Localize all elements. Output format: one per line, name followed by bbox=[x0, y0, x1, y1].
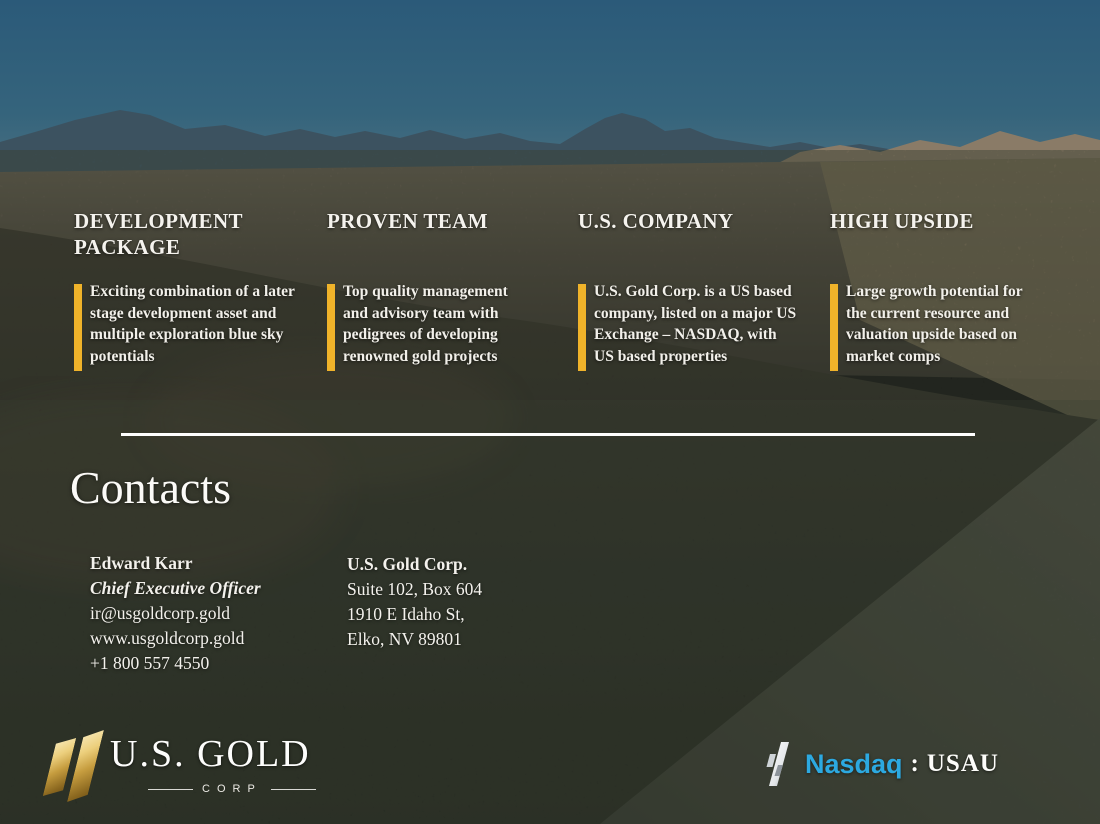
us-gold-wordmark: U.S. GOLD bbox=[110, 733, 311, 775]
us-gold-logo bbox=[46, 730, 346, 810]
nasdaq-wordmark: Nasdaq bbox=[805, 748, 903, 779]
company-address-line3: Elko, NV 89801 bbox=[347, 629, 462, 649]
highlight-column-proven-team bbox=[327, 208, 527, 418]
column-body-text: U.S. Gold Corp. is a US based company, listed on a major US Exchange – NASDAQ, with US based properties bbox=[594, 283, 797, 365]
highlight-column-high-upside bbox=[830, 208, 1044, 418]
column-body bbox=[830, 281, 1044, 367]
highlight-column-development-package bbox=[74, 208, 296, 418]
contact-person-block bbox=[90, 551, 261, 676]
company-address-line2: 1910 E Idaho St, bbox=[347, 604, 465, 624]
contact-email: ir@usgoldcorp.gold bbox=[90, 603, 231, 623]
corp-subtext-row bbox=[148, 783, 316, 795]
column-body bbox=[74, 281, 296, 367]
company-address-line1: Suite 102, Box 604 bbox=[347, 579, 483, 599]
column-title: PROVEN TEAM bbox=[327, 209, 488, 233]
highlight-column-us-company bbox=[578, 208, 800, 418]
company-name: U.S. Gold Corp. bbox=[347, 554, 468, 574]
nasdaq-icon bbox=[765, 741, 797, 787]
contacts-heading: Contacts bbox=[70, 462, 231, 513]
us-gold-logo-mark-icon bbox=[46, 730, 108, 804]
column-body-text: Top quality management and advisory team with pedigrees of developing renowned gold projects bbox=[343, 283, 508, 365]
corp-subtext: CORP bbox=[202, 783, 262, 795]
ticker-symbol: USAU bbox=[926, 750, 999, 777]
contact-website: www.usgoldcorp.gold bbox=[90, 628, 245, 648]
column-body bbox=[578, 281, 800, 367]
column-body-text: Large growth potential for the current resource and valuation upside based on market comps bbox=[846, 283, 1023, 365]
column-title: HIGH UPSIDE bbox=[830, 209, 974, 233]
contact-company-block bbox=[347, 552, 482, 652]
column-title: DEVELOPMENT PACKAGE bbox=[74, 209, 243, 259]
contact-phone: +1 800 557 4550 bbox=[90, 653, 210, 673]
column-title: U.S. COMPANY bbox=[578, 209, 734, 233]
nasdaq-ticker bbox=[765, 740, 999, 788]
contact-title: Chief Executive Officer bbox=[90, 578, 261, 598]
corp-rule-right bbox=[271, 789, 316, 790]
corp-rule-left bbox=[148, 789, 193, 790]
ticker-separator: : bbox=[910, 750, 919, 777]
section-divider bbox=[121, 433, 975, 436]
column-body-text: Exciting combination of a later stage development asset and multiple exploration blue sky potentials bbox=[90, 283, 295, 365]
contact-name: Edward Karr bbox=[90, 553, 193, 573]
column-body bbox=[327, 281, 527, 367]
